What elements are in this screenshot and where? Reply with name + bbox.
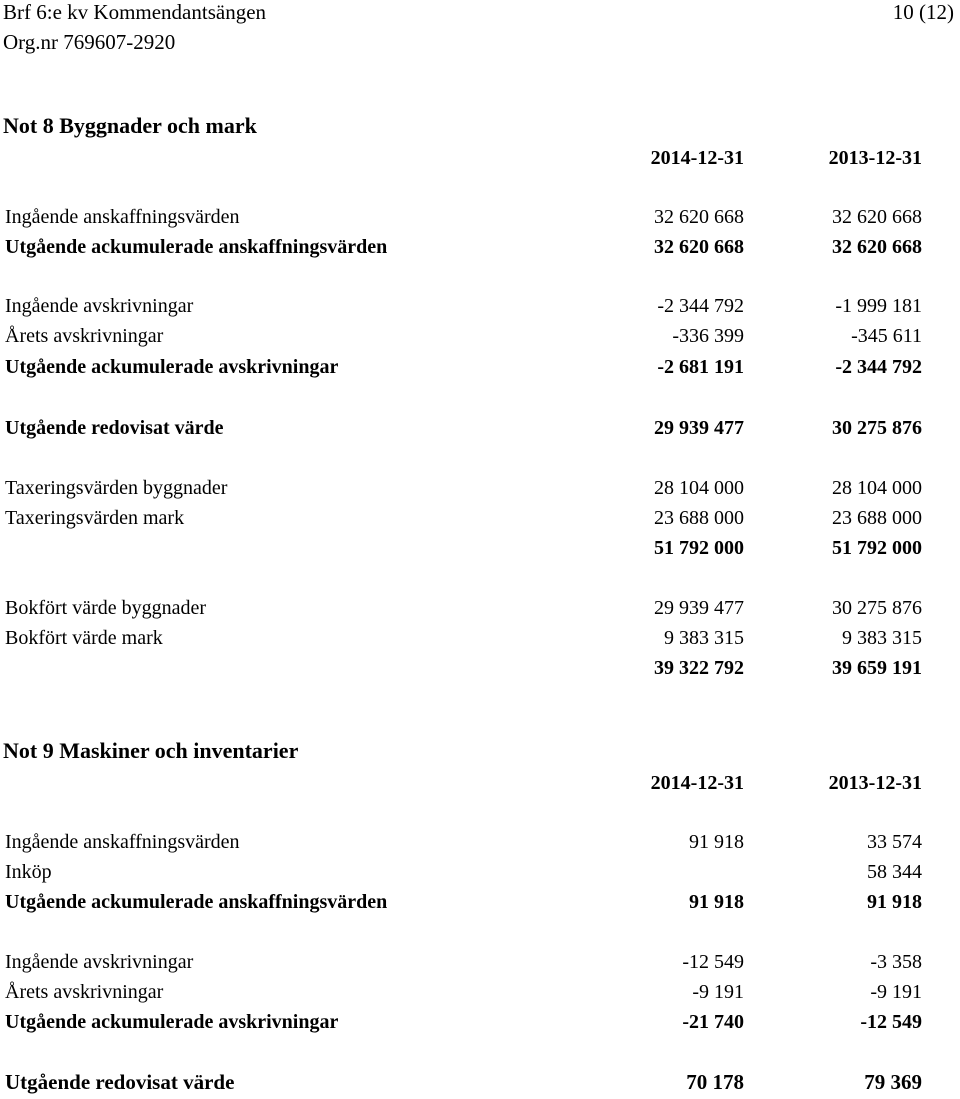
row-label: Utgående ackumulerade avskrivningar	[5, 356, 339, 378]
row-value-2014: -12 549	[682, 951, 744, 973]
row-value-2014: 51 792 000	[654, 537, 744, 559]
company-name: Brf 6:e kv Kommendantsängen	[3, 0, 267, 24]
row-value-2014: 70 178	[686, 1070, 744, 1094]
row-value-2013: 23 688 000	[832, 507, 922, 529]
note8-row-bokfort-varde-byggnader	[0, 595, 960, 621]
row-value-2014: 23 688 000	[654, 507, 744, 529]
row-label: Taxeringsvärden mark	[5, 507, 185, 529]
row-label: Bokfört värde mark	[5, 627, 163, 649]
row-label: Utgående ackumulerade anskaffningsvärden	[5, 891, 388, 913]
row-label: Utgående ackumulerade anskaffningsvärden	[5, 236, 388, 258]
row-value-2013: -3 358	[870, 951, 922, 973]
row-label: Bokfört värde byggnader	[5, 597, 207, 619]
row-value-2014: 29 939 477	[654, 597, 744, 619]
row-value-2013: 79 369	[864, 1070, 922, 1094]
org-number: Org.nr 769607-2920	[3, 30, 176, 54]
row-value-2014: 29 939 477	[654, 417, 744, 439]
note8-row-utgaende-anskaffningsvarden	[0, 234, 960, 260]
note9-row-utgaende-anskaffningsvarden	[0, 889, 960, 915]
row-label: Utgående redovisat värde	[5, 417, 224, 439]
note9-row-utgaende-avskrivningar	[0, 1009, 960, 1035]
note8-col-2014: 2014-12-31	[650, 147, 744, 169]
note8-row-taxeringsvarden-summa	[0, 535, 960, 561]
row-value-2013: 32 620 668	[832, 206, 922, 228]
note8-row-taxeringsvarden-byggnader	[0, 475, 960, 501]
note9-row-ingaende-avskrivningar	[0, 949, 960, 975]
row-value-2014: -2 681 191	[657, 356, 744, 378]
row-value-2014: 39 322 792	[654, 657, 744, 679]
note8-title: Not 8 Byggnader och mark	[3, 113, 257, 138]
row-label: Inköp	[5, 861, 52, 883]
row-value-2014: 9 383 315	[664, 627, 744, 649]
row-value-2013: -9 191	[870, 981, 922, 1003]
row-value-2014: -9 191	[692, 981, 744, 1003]
note9-title: Not 9 Maskiner och inventarier	[3, 738, 299, 763]
row-value-2013: 33 574	[867, 831, 922, 853]
row-value-2013: 39 659 191	[832, 657, 922, 679]
row-value-2013: 30 275 876	[832, 597, 922, 619]
row-label: Ingående anskaffningsvärden	[5, 206, 240, 228]
row-value-2013: 32 620 668	[832, 236, 922, 258]
row-value-2013: -345 611	[851, 325, 922, 347]
row-value-2013: 28 104 000	[832, 477, 922, 499]
row-label: Taxeringsvärden byggnader	[5, 477, 228, 499]
row-label: Utgående ackumulerade avskrivningar	[5, 1011, 339, 1033]
note9-col-2013: 2013-12-31	[828, 772, 922, 794]
note8-column-headers	[0, 145, 960, 171]
note8-row-utgaende-redovisat-varde	[0, 415, 960, 441]
row-value-2013: 30 275 876	[832, 417, 922, 439]
row-label: Ingående avskrivningar	[5, 951, 194, 973]
row-label: Utgående redovisat värde	[5, 1070, 235, 1094]
row-value-2014: 91 918	[689, 831, 744, 853]
row-value-2013: -12 549	[860, 1011, 922, 1033]
row-value-2014: 91 918	[689, 891, 744, 913]
row-value-2014: 32 620 668	[654, 206, 744, 228]
note9-row-utgaende-redovisat-varde	[0, 1069, 960, 1095]
row-value-2014: -2 344 792	[657, 295, 744, 317]
note9-col-2014: 2014-12-31	[650, 772, 744, 794]
note8-row-arets-avskrivningar	[0, 323, 960, 349]
note9-row-ingaende-anskaffningsvarden	[0, 829, 960, 855]
row-value-2013: 9 383 315	[842, 627, 922, 649]
row-value-2013: -2 344 792	[835, 356, 922, 378]
page-number: 10 (12)	[892, 0, 954, 24]
note9-row-inkop	[0, 859, 960, 885]
row-label: Ingående avskrivningar	[5, 295, 194, 317]
note8-row-utgaende-avskrivningar	[0, 354, 960, 380]
note8-row-bokfort-varde-summa	[0, 655, 960, 681]
row-value-2014: -336 399	[672, 325, 744, 347]
note8-row-taxeringsvarden-mark	[0, 505, 960, 531]
row-label: Årets avskrivningar	[5, 981, 164, 1003]
row-value-2013: 51 792 000	[832, 537, 922, 559]
note8-col-2013: 2013-12-31	[828, 147, 922, 169]
row-value-2013: -1 999 181	[835, 295, 922, 317]
row-value-2013: 58 344	[867, 861, 922, 883]
note8-row-ingaende-anskaffningsvarden	[0, 204, 960, 230]
row-value-2013: 91 918	[867, 891, 922, 913]
note9-column-headers	[0, 770, 960, 796]
note9-row-arets-avskrivningar	[0, 979, 960, 1005]
note8-row-ingaende-avskrivningar	[0, 293, 960, 319]
row-label: Årets avskrivningar	[5, 325, 164, 347]
row-label: Ingående anskaffningsvärden	[5, 831, 240, 853]
note8-row-bokfort-varde-mark	[0, 625, 960, 651]
row-value-2014: 28 104 000	[654, 477, 744, 499]
row-value-2014: -21 740	[682, 1011, 744, 1033]
row-value-2014: 32 620 668	[654, 236, 744, 258]
